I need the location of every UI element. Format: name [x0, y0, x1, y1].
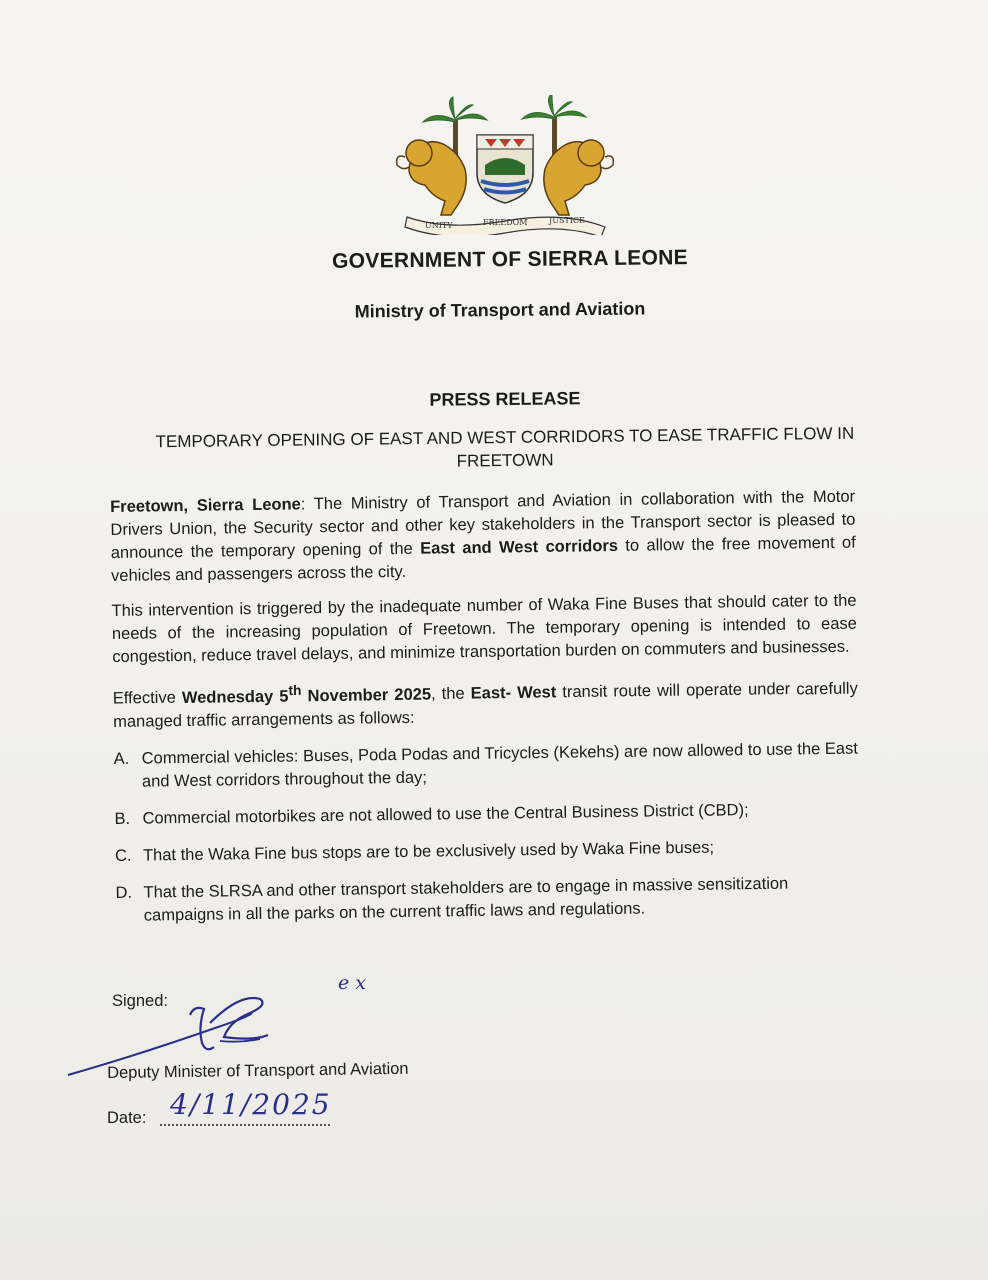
list-item-letter: B. [114, 809, 131, 828]
list-item [115, 834, 860, 867]
svg-text:JUSTICE: JUSTICE [549, 216, 585, 225]
list-item-text: That the Waka Fine bus stops are to be exclusively used by Waka Fine buses; [142, 838, 715, 865]
effective-date [181, 682, 432, 707]
date-label: Date: [107, 1109, 147, 1127]
dateline-place: Freetown, Sierra Leone [110, 495, 301, 516]
list-item [114, 737, 860, 793]
signed-label: Signed: [112, 992, 168, 1010]
effective-date-rest: November 2025 [301, 685, 432, 705]
list-item [114, 797, 859, 830]
svg-text:FREEDOM: FREEDOM [483, 218, 528, 227]
motto-ribbon [405, 216, 605, 235]
handwritten-date: 4/11/2025 [170, 1088, 332, 1121]
list-item [115, 871, 861, 927]
paragraph-effective [113, 671, 859, 734]
paragraph-intro [110, 486, 856, 588]
arrangements-list [114, 737, 861, 927]
list-item-text: That the SLRSA and other transport stakeholders are to engage in massive sensitization campaigns in all the parks on the current traffic laws and regulations. [143, 874, 789, 925]
intro-text-b: to allow the free movement of vehicles and passengers across the city. [110, 533, 856, 585]
underlined-arrangements: carefully managed traffic arrangements [113, 679, 858, 731]
effective-text-a: Effective [112, 688, 183, 708]
list-item-letter: C. [114, 846, 132, 865]
press-release-headline: TEMPORARY OPENING OF EAST AND WEST CORRIDORS TO EASE TRAFFIC FLOW IN FREETOWN [155, 423, 855, 471]
list-item-letter: A. [113, 749, 130, 768]
government-title: GOVERNMENT OF SIERRA LEONE [331, 246, 689, 273]
svg-text:UNITY: UNITY [425, 221, 453, 230]
corridors-emphasis: East and West corridors [419, 536, 619, 558]
paragraph-reason: This intervention is triggered by the inadequate number of Waka Fine Buses that should cater to the needs of the increasing population of Freetown. The temporary opening is intended to ease congestion, reduce travel delays, and minimize transportation burden on commuters and businesses. [111, 591, 857, 666]
list-item-letter: D. [115, 883, 133, 902]
effective-date-day: Wednesday 5 [181, 687, 289, 707]
intro-text-a: : The Ministry of Transport and Aviation in collaboration with the Motor Drivers Union, the Security sector and other key stakeholders in the Transport sector is pleased to announce the temporary opening of the [110, 487, 856, 562]
date-dotted-line [160, 1124, 330, 1126]
effective-text-c: transit route will operate under [556, 679, 797, 702]
effective-date-suffix: th [288, 682, 302, 698]
effective-text-b: , the [430, 684, 471, 704]
coat-of-arms-emblem [385, 95, 625, 235]
press-release-body [110, 486, 861, 942]
signatory-title: Deputy Minister of Transport and Aviation [107, 1059, 409, 1082]
list-item-text: Commercial motorbikes are not allowed to use the Central Business District (CBD); [142, 800, 749, 828]
ministry-name: Ministry of Transport and Aviation [354, 298, 646, 322]
effective-text-d: as follows: [332, 708, 415, 728]
handwritten-mark: e x [338, 972, 366, 994]
press-release-label: PRESS RELEASE [429, 388, 581, 410]
list-item-text: Commercial vehicles: Buses, Poda Podas and Tricycles (Kekehs) are now allowed to use the East and West corridors throughout the day; [141, 739, 858, 791]
route-emphasis: East- West [470, 683, 557, 703]
crest-shield [477, 135, 533, 203]
